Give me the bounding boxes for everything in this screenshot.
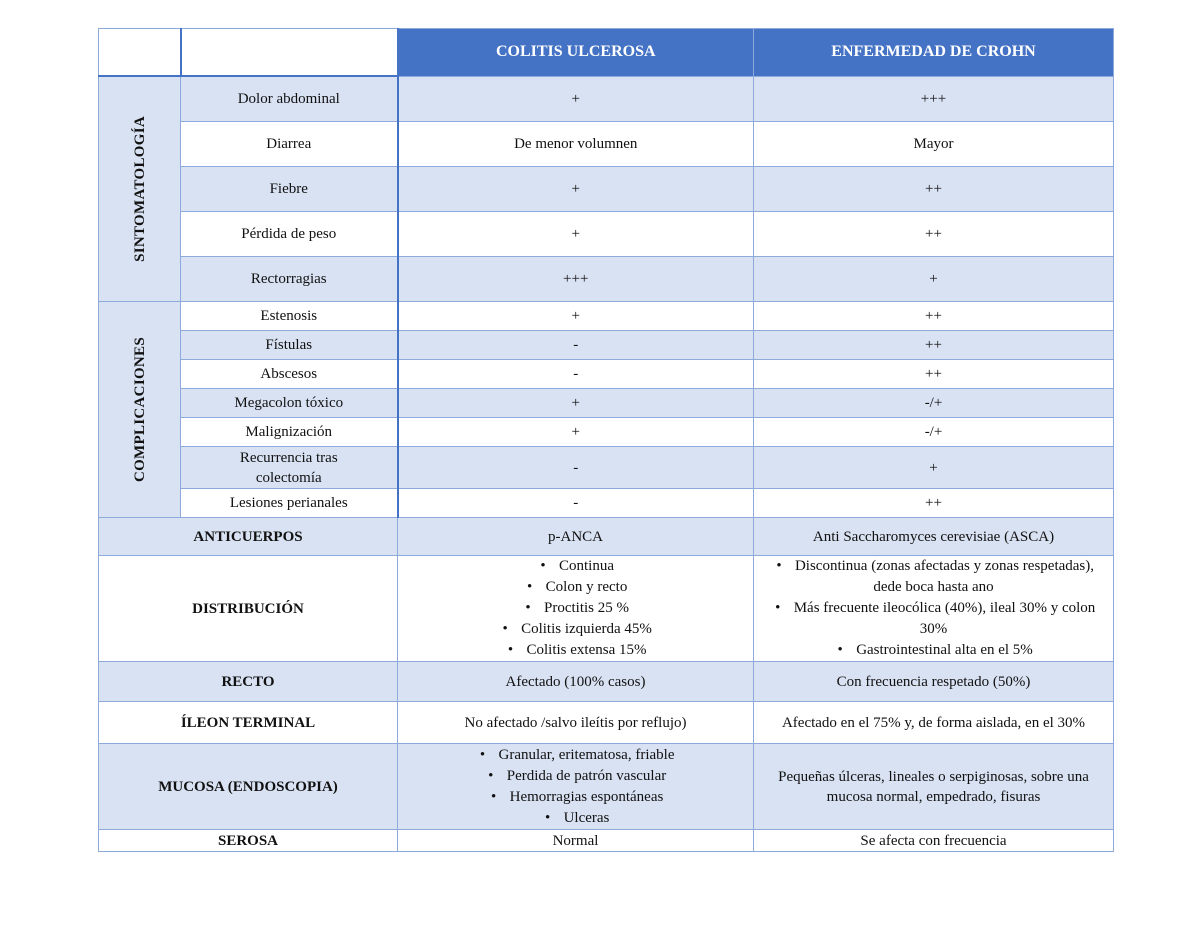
row-label-recto: RECTO	[99, 662, 398, 702]
header-colitis-ulcerosa: COLITIS ULCEROSA	[398, 29, 754, 77]
cell-colitis: +++	[398, 257, 754, 302]
cell-crohn: Con frecuencia respetado (50%)	[754, 662, 1114, 702]
comparison-table	[98, 28, 1114, 852]
header-empty-cell-2	[181, 29, 398, 77]
cell-colitis: No afectado /salvo ileítis por reflujo)	[398, 702, 754, 744]
table-row	[99, 447, 1114, 489]
list-item: • Proctitis 25 %	[402, 598, 749, 619]
cell-colitis: +	[398, 418, 754, 447]
table-row	[99, 122, 1114, 167]
cell-colitis: Normal	[398, 830, 754, 852]
list-item: • Perdida de patrón vascular	[402, 766, 749, 787]
table-row	[99, 331, 1114, 360]
cell-crohn: ++	[754, 302, 1114, 331]
cell-crohn: +++	[754, 76, 1114, 122]
row-label: Megacolon tóxico	[181, 389, 398, 418]
cell-colitis: -	[398, 360, 754, 389]
table-row	[99, 167, 1114, 212]
cell-colitis: +	[398, 212, 754, 257]
bullet-list	[402, 556, 749, 661]
list-item: • Granular, eritematosa, friable	[402, 745, 749, 766]
row-label-mucosa: MUCOSA (ENDOSCOPIA)	[99, 744, 398, 830]
cell-crohn: Mayor	[754, 122, 1114, 167]
list-item: • Discontinua (zonas afectadas y zonas respetadas), dede boca hasta ano	[758, 556, 1109, 598]
list-item: • Colitis extensa 15%	[402, 640, 749, 661]
table-row	[99, 418, 1114, 447]
table-row	[99, 489, 1114, 518]
row-label: Malignización	[181, 418, 398, 447]
row-label: Estenosis	[181, 302, 398, 331]
table-row	[99, 302, 1114, 331]
row-label: Diarrea	[181, 122, 398, 167]
list-item: • Más frecuente ileocólica (40%), ileal 30% y colon 30%	[758, 598, 1109, 640]
cell-crohn: Afectado en el 75% y, de forma aislada, en el 30%	[754, 702, 1114, 744]
cell-colitis: -	[398, 447, 754, 489]
table-row	[99, 76, 1114, 122]
row-label-ileon-terminal: ÍLEON TERMINAL	[99, 702, 398, 744]
bullet-list	[402, 745, 749, 829]
table-row	[99, 702, 1114, 744]
header-enfermedad-crohn: ENFERMEDAD DE CROHN	[754, 29, 1114, 77]
row-label: Recurrencia tras colectomía	[181, 447, 398, 489]
cell-colitis: +	[398, 76, 754, 122]
list-item: • Gastrointestinal alta en el 5%	[758, 640, 1109, 661]
header-row	[99, 29, 1114, 77]
cell-colitis: +	[398, 302, 754, 331]
list-item: • Continua	[402, 556, 749, 577]
cell-crohn: Anti Saccharomyces cerevisiae (ASCA)	[754, 518, 1114, 556]
group-label-sintomatologia: SINTOMATOLOGÍA	[99, 76, 181, 302]
list-item: • Colitis izquierda 45%	[402, 619, 749, 640]
row-label: Lesiones perianales	[181, 489, 398, 518]
cell-colitis: p-ANCA	[398, 518, 754, 556]
cell-colitis: Afectado (100% casos)	[398, 662, 754, 702]
bullet-list	[758, 556, 1109, 661]
cell-colitis: -	[398, 331, 754, 360]
cell-colitis: -	[398, 489, 754, 518]
cell-crohn: -/+	[754, 418, 1114, 447]
cell-colitis: +	[398, 389, 754, 418]
table-row	[99, 257, 1114, 302]
table-row	[99, 389, 1114, 418]
row-label: Fístulas	[181, 331, 398, 360]
table-row	[99, 518, 1114, 556]
row-label-anticuerpos: ANTICUERPOS	[99, 518, 398, 556]
cell-colitis	[398, 744, 754, 830]
cell-crohn	[754, 556, 1114, 662]
row-label: Pérdida de peso	[181, 212, 398, 257]
row-label: Abscesos	[181, 360, 398, 389]
list-item: • Ulceras	[402, 808, 749, 829]
row-label-distribucion: DISTRIBUCIÓN	[99, 556, 398, 662]
cell-crohn: ++	[754, 360, 1114, 389]
table-row	[99, 360, 1114, 389]
row-label: Fiebre	[181, 167, 398, 212]
group-label-complicaciones: COMPLICACIONES	[99, 302, 181, 518]
row-label-serosa: SEROSA	[99, 830, 398, 852]
table-row	[99, 212, 1114, 257]
table-row	[99, 830, 1114, 852]
cell-colitis: +	[398, 167, 754, 212]
table-row	[99, 744, 1114, 830]
table-row	[99, 662, 1114, 702]
list-item: • Hemorragias espontáneas	[402, 787, 749, 808]
cell-crohn: Pequeñas úlceras, lineales o serpiginosas, sobre una mucosa normal, empedrado, fisuras	[754, 744, 1114, 830]
cell-crohn: ++	[754, 331, 1114, 360]
cell-crohn: +	[754, 257, 1114, 302]
cell-crohn: +	[754, 447, 1114, 489]
header-empty-cell-1	[99, 29, 181, 77]
cell-colitis: De menor volumnen	[398, 122, 754, 167]
cell-crohn: ++	[754, 489, 1114, 518]
cell-colitis	[398, 556, 754, 662]
cell-crohn: -/+	[754, 389, 1114, 418]
list-item: • Colon y recto	[402, 577, 749, 598]
row-label: Dolor abdominal	[181, 76, 398, 122]
cell-crohn: ++	[754, 167, 1114, 212]
cell-crohn: Se afecta con frecuencia	[754, 830, 1114, 852]
table-row	[99, 556, 1114, 662]
cell-crohn: ++	[754, 212, 1114, 257]
row-label: Rectorragias	[181, 257, 398, 302]
